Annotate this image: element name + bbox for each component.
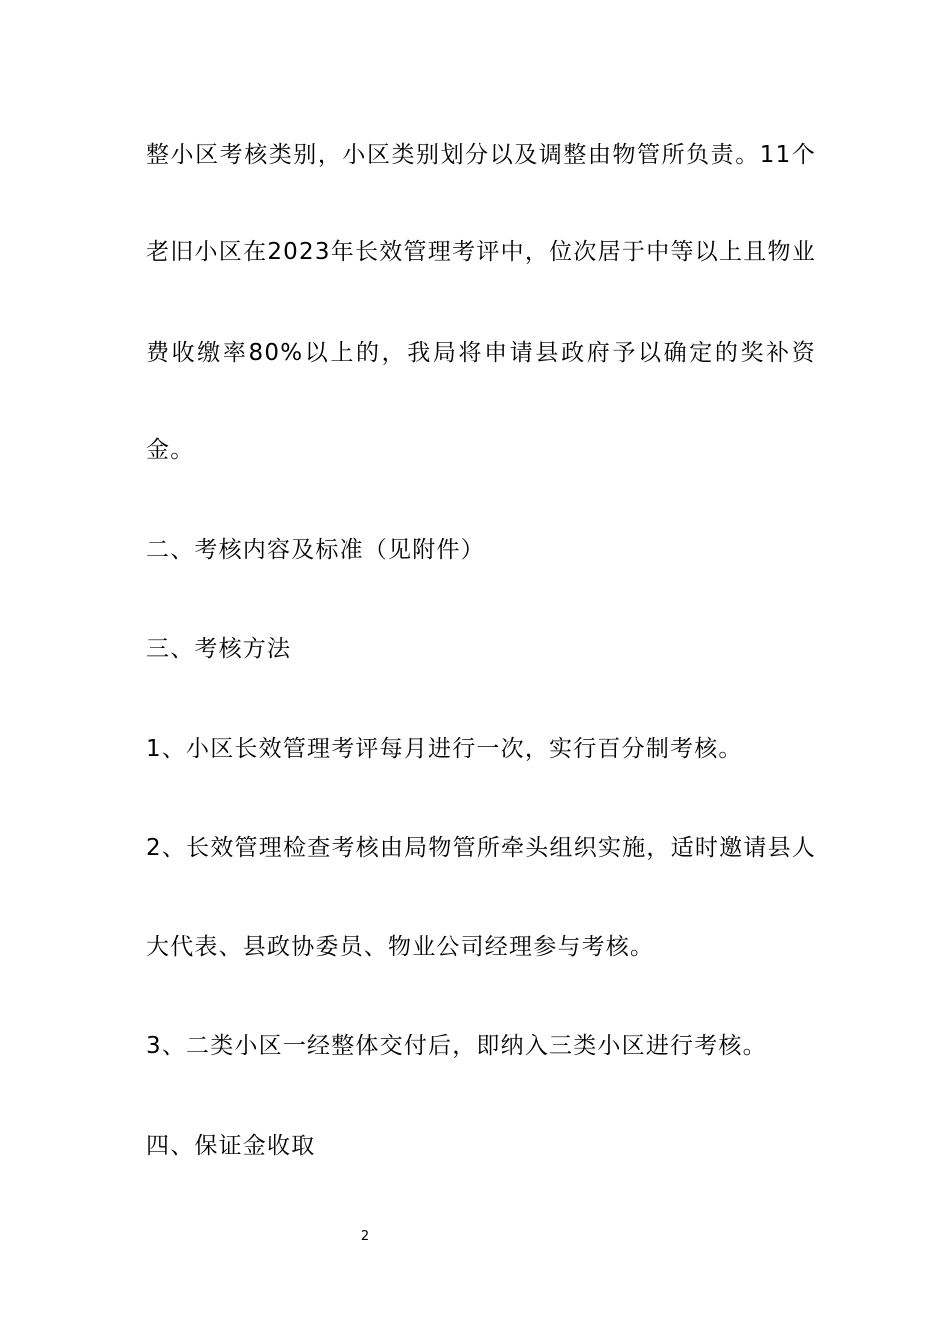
paragraph-line: 费收缴率80%以上的，我局将申请县政府予以确定的奖补资: [146, 340, 816, 366]
paragraph-line: 金。: [146, 437, 195, 463]
list-item: 1、小区长效管理考评每月进行一次，实行百分制考核。: [146, 736, 743, 762]
list-item: 3、二类小区一经整体交付后，即纳入三类小区进行考核。: [146, 1033, 767, 1059]
section-heading: 二、考核内容及标准（见附件）: [146, 537, 485, 563]
list-item: 2、长效管理检查考核由局物管所牵头组织实施，适时邀请县人: [146, 835, 816, 861]
section-heading: 三、考核方法: [146, 636, 292, 662]
section-heading: 四、保证金收取: [146, 1133, 316, 1159]
paragraph-line: 老旧小区在2023年长效管理考评中，位次居于中等以上且物业: [146, 239, 816, 265]
paragraph-line: 整小区考核类别，小区类别划分以及调整由物管所负责。11个: [146, 142, 816, 168]
paragraph-line: 大代表、县政协委员、物业公司经理参与考核。: [146, 934, 655, 960]
page-number: 2: [360, 1229, 370, 1244]
